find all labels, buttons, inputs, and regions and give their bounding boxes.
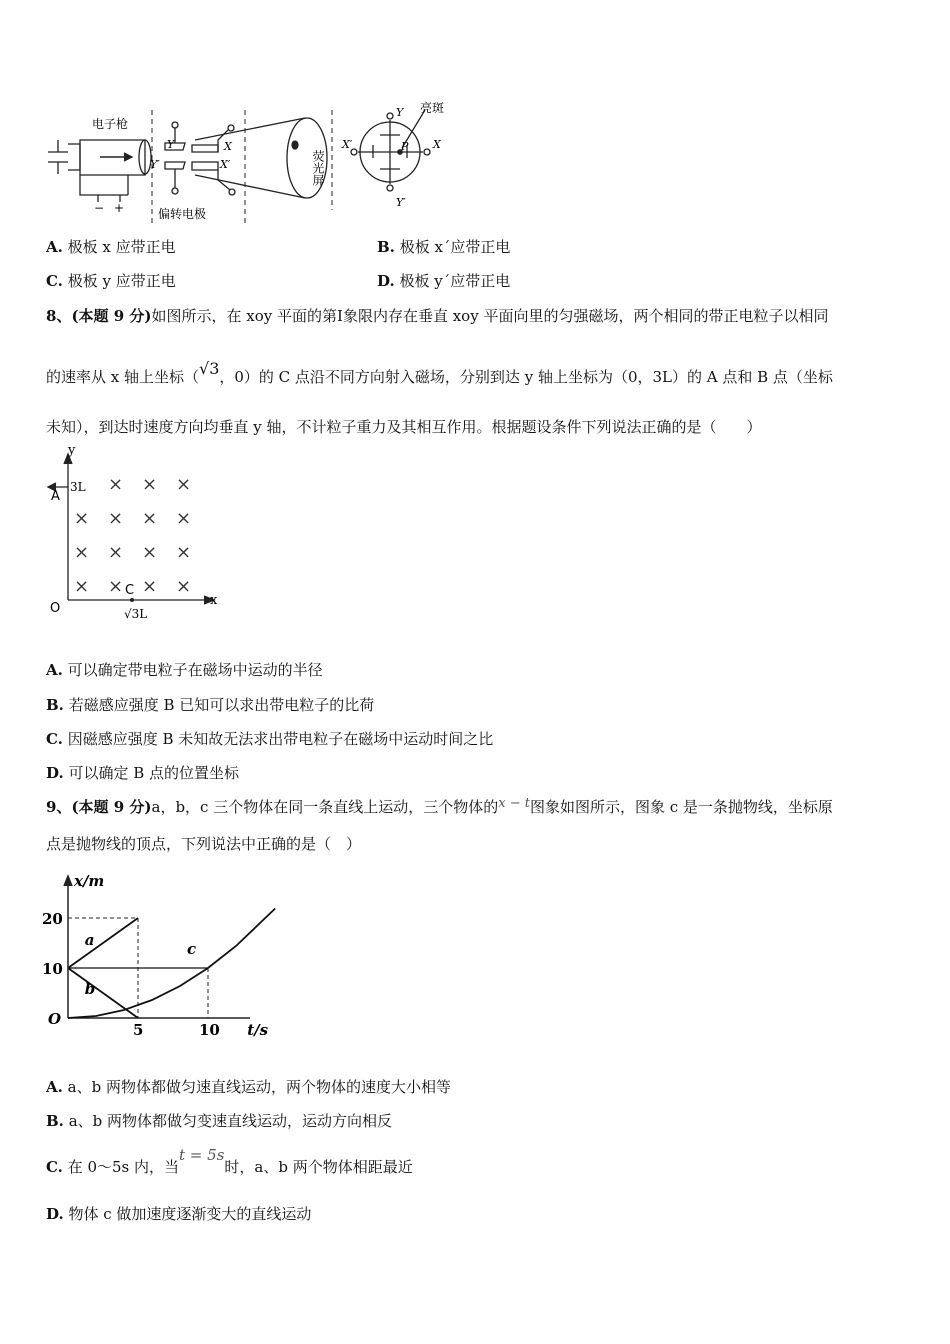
oscilloscope-diagram bbox=[40, 100, 460, 225]
q9-line-2: 点是抛物线的顶点，下列说法中正确的是（ ） bbox=[46, 835, 362, 853]
xt-chart bbox=[40, 868, 269, 1040]
plate-x-label: X bbox=[224, 140, 232, 153]
q8-option-b: B. 若磁感应强度 B 已知可以求出带电粒子的比荷 bbox=[46, 696, 375, 714]
axis-y-label: y bbox=[68, 443, 76, 458]
q8-line-1: 8、(本题 9 分)如图所示，在 xoy 平面的第Ⅰ象限内存在垂直 xoy 平面向里的匀强磁场，两个相同的带正电粒子以相同 bbox=[46, 307, 829, 325]
field-cross-mark: × bbox=[108, 576, 124, 597]
x-tick-10: 10 bbox=[199, 1021, 220, 1039]
q9-option-c: C. 在 0～5s 内，当t = 5s时，a、b 两个物体相距最近 bbox=[46, 1146, 413, 1176]
q7-option-b: B. 极板 x´应带正电 bbox=[377, 238, 511, 256]
screen-yp-label: Y′ bbox=[396, 196, 406, 209]
y-tick-10: 10 bbox=[42, 960, 63, 978]
spot-p-label: P bbox=[401, 140, 409, 153]
field-cross-mark: × bbox=[176, 542, 192, 563]
q9-line-1: 9、(本题 9 分)a，b，c 三个物体在同一条直线上运动，三个物体的x − t图象如图所示，图象 c 是一条抛物线，坐标原 bbox=[46, 796, 833, 816]
field-cross-mark: × bbox=[108, 474, 124, 495]
plate-xp-label: X′ bbox=[220, 158, 231, 171]
series-a-line bbox=[68, 918, 138, 968]
q8-option-a: A. 可以确定带电粒子在磁场中运动的半径 bbox=[46, 661, 323, 679]
plate-y-label: Y bbox=[167, 138, 175, 151]
axis-x-label: x bbox=[210, 593, 218, 608]
q9-option-d: D. 物体 c 做加速度逐渐变大的直线运动 bbox=[46, 1205, 312, 1223]
sqrt3-formula: √3 bbox=[199, 359, 220, 378]
plus-label: + bbox=[114, 201, 125, 215]
q7-option-d: D. 极板 y´应带正电 bbox=[377, 272, 511, 290]
field-cross-mark: × bbox=[74, 576, 90, 597]
q7-option-c: C. 极板 y 应带正电 bbox=[46, 272, 176, 290]
x-tick-5: 5 bbox=[133, 1021, 144, 1039]
x-tick-sqrt3L: √3L bbox=[124, 607, 148, 621]
field-cross-mark: × bbox=[74, 542, 90, 563]
origin-label: O bbox=[48, 1010, 62, 1028]
q9-option-b: B. a、b 两物体都做匀变速直线运动，运动方向相反 bbox=[46, 1112, 393, 1130]
y-axis-arrow bbox=[64, 876, 72, 886]
field-cross-mark: × bbox=[142, 508, 158, 529]
x-axis-label: t/s bbox=[247, 1021, 269, 1039]
minus-label: − bbox=[94, 201, 105, 215]
q8-line-2: 的速率从 x 轴上坐标（√3，0）的 C 点沿不同方向射入磁场，分别到达 y 轴上坐标为（0，3L）的 A 点和 B 点（坐标 bbox=[46, 359, 833, 386]
q8-line-3: 未知），到达时速度方向均垂直 y 轴，不计粒子重力及其相互作用。根据题设条件下列说法正确的是（ ） bbox=[46, 418, 762, 436]
point-c-label: C bbox=[125, 583, 135, 598]
series-b-line bbox=[68, 968, 138, 1018]
series-a-label: a bbox=[84, 931, 95, 949]
field-cross-mark: × bbox=[74, 508, 90, 529]
screen-label: 荧光屏 bbox=[311, 150, 325, 186]
gun-label: 电子枪 bbox=[92, 117, 129, 131]
t5s-formula: t = 5s bbox=[179, 1146, 225, 1164]
series-c-label: c bbox=[187, 940, 197, 958]
series-c-line bbox=[68, 909, 275, 1019]
field-cross-mark: × bbox=[142, 474, 158, 495]
magnetic-field-diagram bbox=[40, 443, 230, 623]
xt-formula: x − t bbox=[498, 796, 530, 811]
y-tick-20: 20 bbox=[42, 910, 63, 928]
screen-y-label: Y bbox=[396, 106, 404, 119]
field-cross-mark: × bbox=[176, 474, 192, 495]
field-cross-mark: × bbox=[108, 508, 124, 529]
point-a-label: A bbox=[51, 489, 60, 504]
q8-option-d: D. 可以确定 B 点的位置坐标 bbox=[46, 764, 240, 782]
plates-label: 偏转电极 bbox=[158, 207, 207, 221]
field-cross-mark: × bbox=[176, 576, 192, 597]
field-cross-mark: × bbox=[176, 508, 192, 529]
plate-yp-label: Y′ bbox=[150, 158, 160, 171]
field-cross-mark: × bbox=[142, 576, 158, 597]
screen-xp-label: X′ bbox=[342, 138, 353, 151]
field-cross-mark: × bbox=[108, 542, 124, 563]
point-c bbox=[130, 598, 134, 602]
q8-option-c: C. 因磁感应强度 B 未知故无法求出带电粒子在磁场中运动时间之比 bbox=[46, 730, 494, 748]
series-b-label: b bbox=[84, 980, 96, 998]
q7-option-a: A. 极板 x 应带正电 bbox=[46, 238, 176, 256]
q9-option-a: A. a、b 两物体都做匀速直线运动，两个物体的速度大小相等 bbox=[46, 1078, 451, 1096]
field-cross-mark: × bbox=[142, 542, 158, 563]
screen-x-label: X bbox=[433, 138, 441, 151]
spot-label: 亮斑 bbox=[420, 101, 445, 115]
y-axis-label: x/m bbox=[74, 872, 105, 890]
origin-label: O bbox=[50, 601, 61, 616]
y-tick-3L: 3L bbox=[70, 480, 86, 494]
